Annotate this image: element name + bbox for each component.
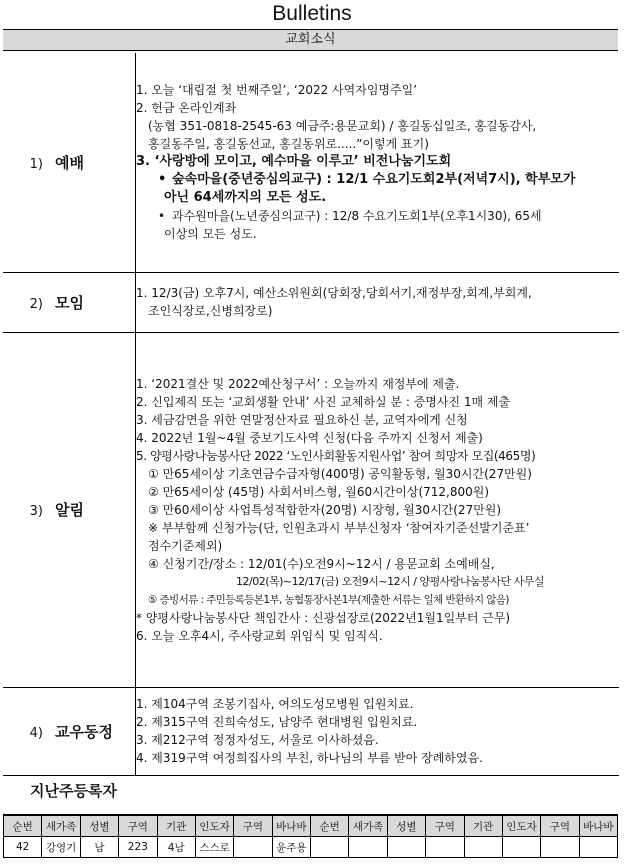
notice-line: ④ 신청기간/장소 : 12/01(수)오전9시~12시 / 용문교회 소예배실, (148, 556, 495, 571)
worship-line: (농협 351-0818-2545-63 예금주:용문교회) / 홍길동십일조, 홍길동감사, (148, 119, 537, 134)
worship-line: 이상의 모든 성도. (164, 227, 257, 242)
registry-header-cell: 구역 (119, 815, 157, 837)
registry-header-cell: 순번 (311, 815, 349, 837)
registry-header-cell: 새가족 (42, 815, 80, 837)
section-members (3, 687, 619, 775)
worship-line: 3. ‘사랑방에 모이고, 예수마을 이루고’ 비전나눔기도회 (136, 154, 452, 170)
registry-header-cell: 바나바 (579, 815, 617, 837)
section-worship (3, 53, 619, 272)
registry-cell (464, 837, 502, 858)
registry-header-cell: 순번 (4, 815, 42, 837)
notice-line: 5. 양평사랑나눔봉사단 2022 ‘노인사회활동지원사업’ 참여 희망자 모집(465명) (136, 448, 536, 463)
bulletin-table (3, 53, 619, 776)
registry-cell: 42 (4, 837, 42, 858)
registry-cell: 남 (80, 837, 118, 858)
worship-line: 홍길동주일, 홍길동선교, 홍길동위로.....”이렇게 표기) (148, 137, 429, 152)
meeting-line: 1. 12/3(금) 오후7시, 예산소위원회(당회장,당회서기,재정부장,회계,부회계, (136, 286, 532, 300)
registry-header-cell: 바나바 (272, 815, 310, 837)
section-name: 교우동정 (55, 722, 113, 741)
section-number: 2) (29, 296, 43, 312)
notice-line: ③ 만60세이상 사업특성적합한자(20명) 시장형, 월30시간(27만원) (148, 502, 502, 517)
notice-line: 2. 신입제직 또는 ‘교회생활 안내’ 사진 교체하실 분 : 증명사진 1매 제출 (136, 394, 511, 409)
notice-line: 12/02(목)~12/17(금) 오전9시~12시 / 양평사랑나눔봉사단 사무실 (236, 574, 544, 588)
section-body (136, 53, 620, 272)
notice-line: 점수기준제외) (148, 538, 223, 553)
page-title: Bulletins (272, 2, 352, 25)
worship-line: 아닌 64세까지의 모든 성도. (164, 190, 327, 206)
registry-cell: 4남 (157, 837, 195, 858)
notice-line: 1. ‘2021결산 및 2022예산청구서’ : 오늘까지 재정부에 제출. (136, 376, 460, 391)
section-meeting (3, 272, 619, 332)
section-name: 알림 (55, 501, 84, 519)
bullet-icon: • (158, 172, 167, 188)
registry-cell: 윤주용 (272, 837, 310, 858)
registry-header-cell: 구역 (426, 815, 464, 837)
registry-header-cell: 성별 (80, 815, 118, 837)
registry-header-cell: 인도자 (195, 815, 233, 837)
notice-line: 6. 오늘 오후4시, 주사랑교회 위임식 및 임직식. (136, 628, 383, 643)
registry-cell: 223 (119, 837, 157, 858)
registry-header-cell: 기관 (464, 815, 502, 837)
members-line: 1. 제104구역 조봉기집사, 여의도성모병원 입원치료. (136, 697, 414, 711)
registry-header-cell: 구역 (541, 815, 579, 837)
section-label (3, 332, 136, 687)
section-body (136, 687, 620, 775)
registry-header-cell: 기관 (157, 815, 195, 837)
section-number: 1) (29, 156, 43, 172)
notice-line: * 양평사랑나눔봉사단 책임간사 : 신광섭장로(2022년1월1일부터 근무) (136, 610, 511, 625)
registry-cell (234, 837, 272, 858)
registry-cell (426, 837, 464, 858)
registry-cell (387, 837, 425, 858)
notice-line: 3. 세금감면을 위한 연말정산자료 필요하신 분, 교역자에게 신청 (136, 412, 468, 427)
worship-line: • 과수원마을(노년중심의교구) : 12/8 수요기도회1부(오후1시30), 65세 (158, 209, 542, 224)
meeting-line: 조인식장로,신병희장로) (148, 304, 273, 318)
members-line: 4. 제319구역 여정희집사의 부친, 하나님의 부름 받아 장례하였음. (136, 751, 483, 765)
registry-table (3, 814, 618, 858)
registry-cell: 강영기 (42, 837, 80, 858)
section-label (3, 272, 136, 332)
registry-cell (311, 837, 349, 858)
registry-header-cell: 구역 (234, 815, 272, 837)
section-notice (3, 332, 619, 687)
worship-line: 2. 헌금 온라인계좌 (136, 101, 237, 116)
registry-cell: 스스로 (195, 837, 233, 858)
worship-line: 1. 오늘 ‘대림절 첫 번째주일’, ‘2022 사역자임명주일’ (136, 83, 418, 98)
registry-cell (541, 837, 579, 858)
notice-line: 4. 2022년 1월~4월 중보기도사역 신청(다음 주까지 신청서 제출) (136, 430, 483, 445)
registry-header-cell: 성별 (387, 815, 425, 837)
registry-title: 지난주등록자 (30, 782, 117, 800)
section-label (3, 53, 136, 272)
bullet-icon: • (158, 209, 166, 224)
notice-line: ※ 부부함께 신청가능(단, 인원초과시 부부신청자 ‘참여자기준선발기준표’ (148, 520, 530, 535)
registry-row (4, 837, 618, 858)
registry-cell (349, 837, 387, 858)
section-number: 4) (29, 725, 43, 741)
section-body (136, 272, 620, 332)
notice-line: ② 만65세이상 (45명) 사회서비스형, 월60시간이상(712,800원) (148, 484, 490, 499)
registry-cell (502, 837, 540, 858)
notice-line: ⑤ 증빙서류 : 주민등록등본1부, 농협통장사본1부(제출한 서류는 일체 반환하지 않음) (148, 593, 509, 606)
worship-line: • 숲속마을(중년중심의교구) : 12/1 수요기도회2부(저녁7시), 학부모가 (158, 172, 576, 188)
section-name: 예배 (55, 153, 84, 172)
registry-header-cell: 새가족 (349, 815, 387, 837)
registry-header-row (4, 815, 618, 837)
section-number: 3) (29, 504, 43, 519)
section-label (3, 687, 136, 775)
registry-cell (579, 837, 617, 858)
section-name: 모임 (55, 293, 84, 312)
members-line: 2. 제315구역 진희숙성도, 남양주 현대병원 입원치료. (136, 715, 418, 729)
registry-header-cell: 인도자 (502, 815, 540, 837)
members-line: 3. 제212구역 정정자성도, 서울로 이사하셨음. (136, 733, 379, 747)
section-subtitle: 교회소식 (3, 29, 618, 51)
notice-line: ① 만65세이상 기초연금수급자형(400명) 공익활동형, 월30시간(27만원) (148, 466, 532, 481)
section-body (136, 332, 620, 687)
